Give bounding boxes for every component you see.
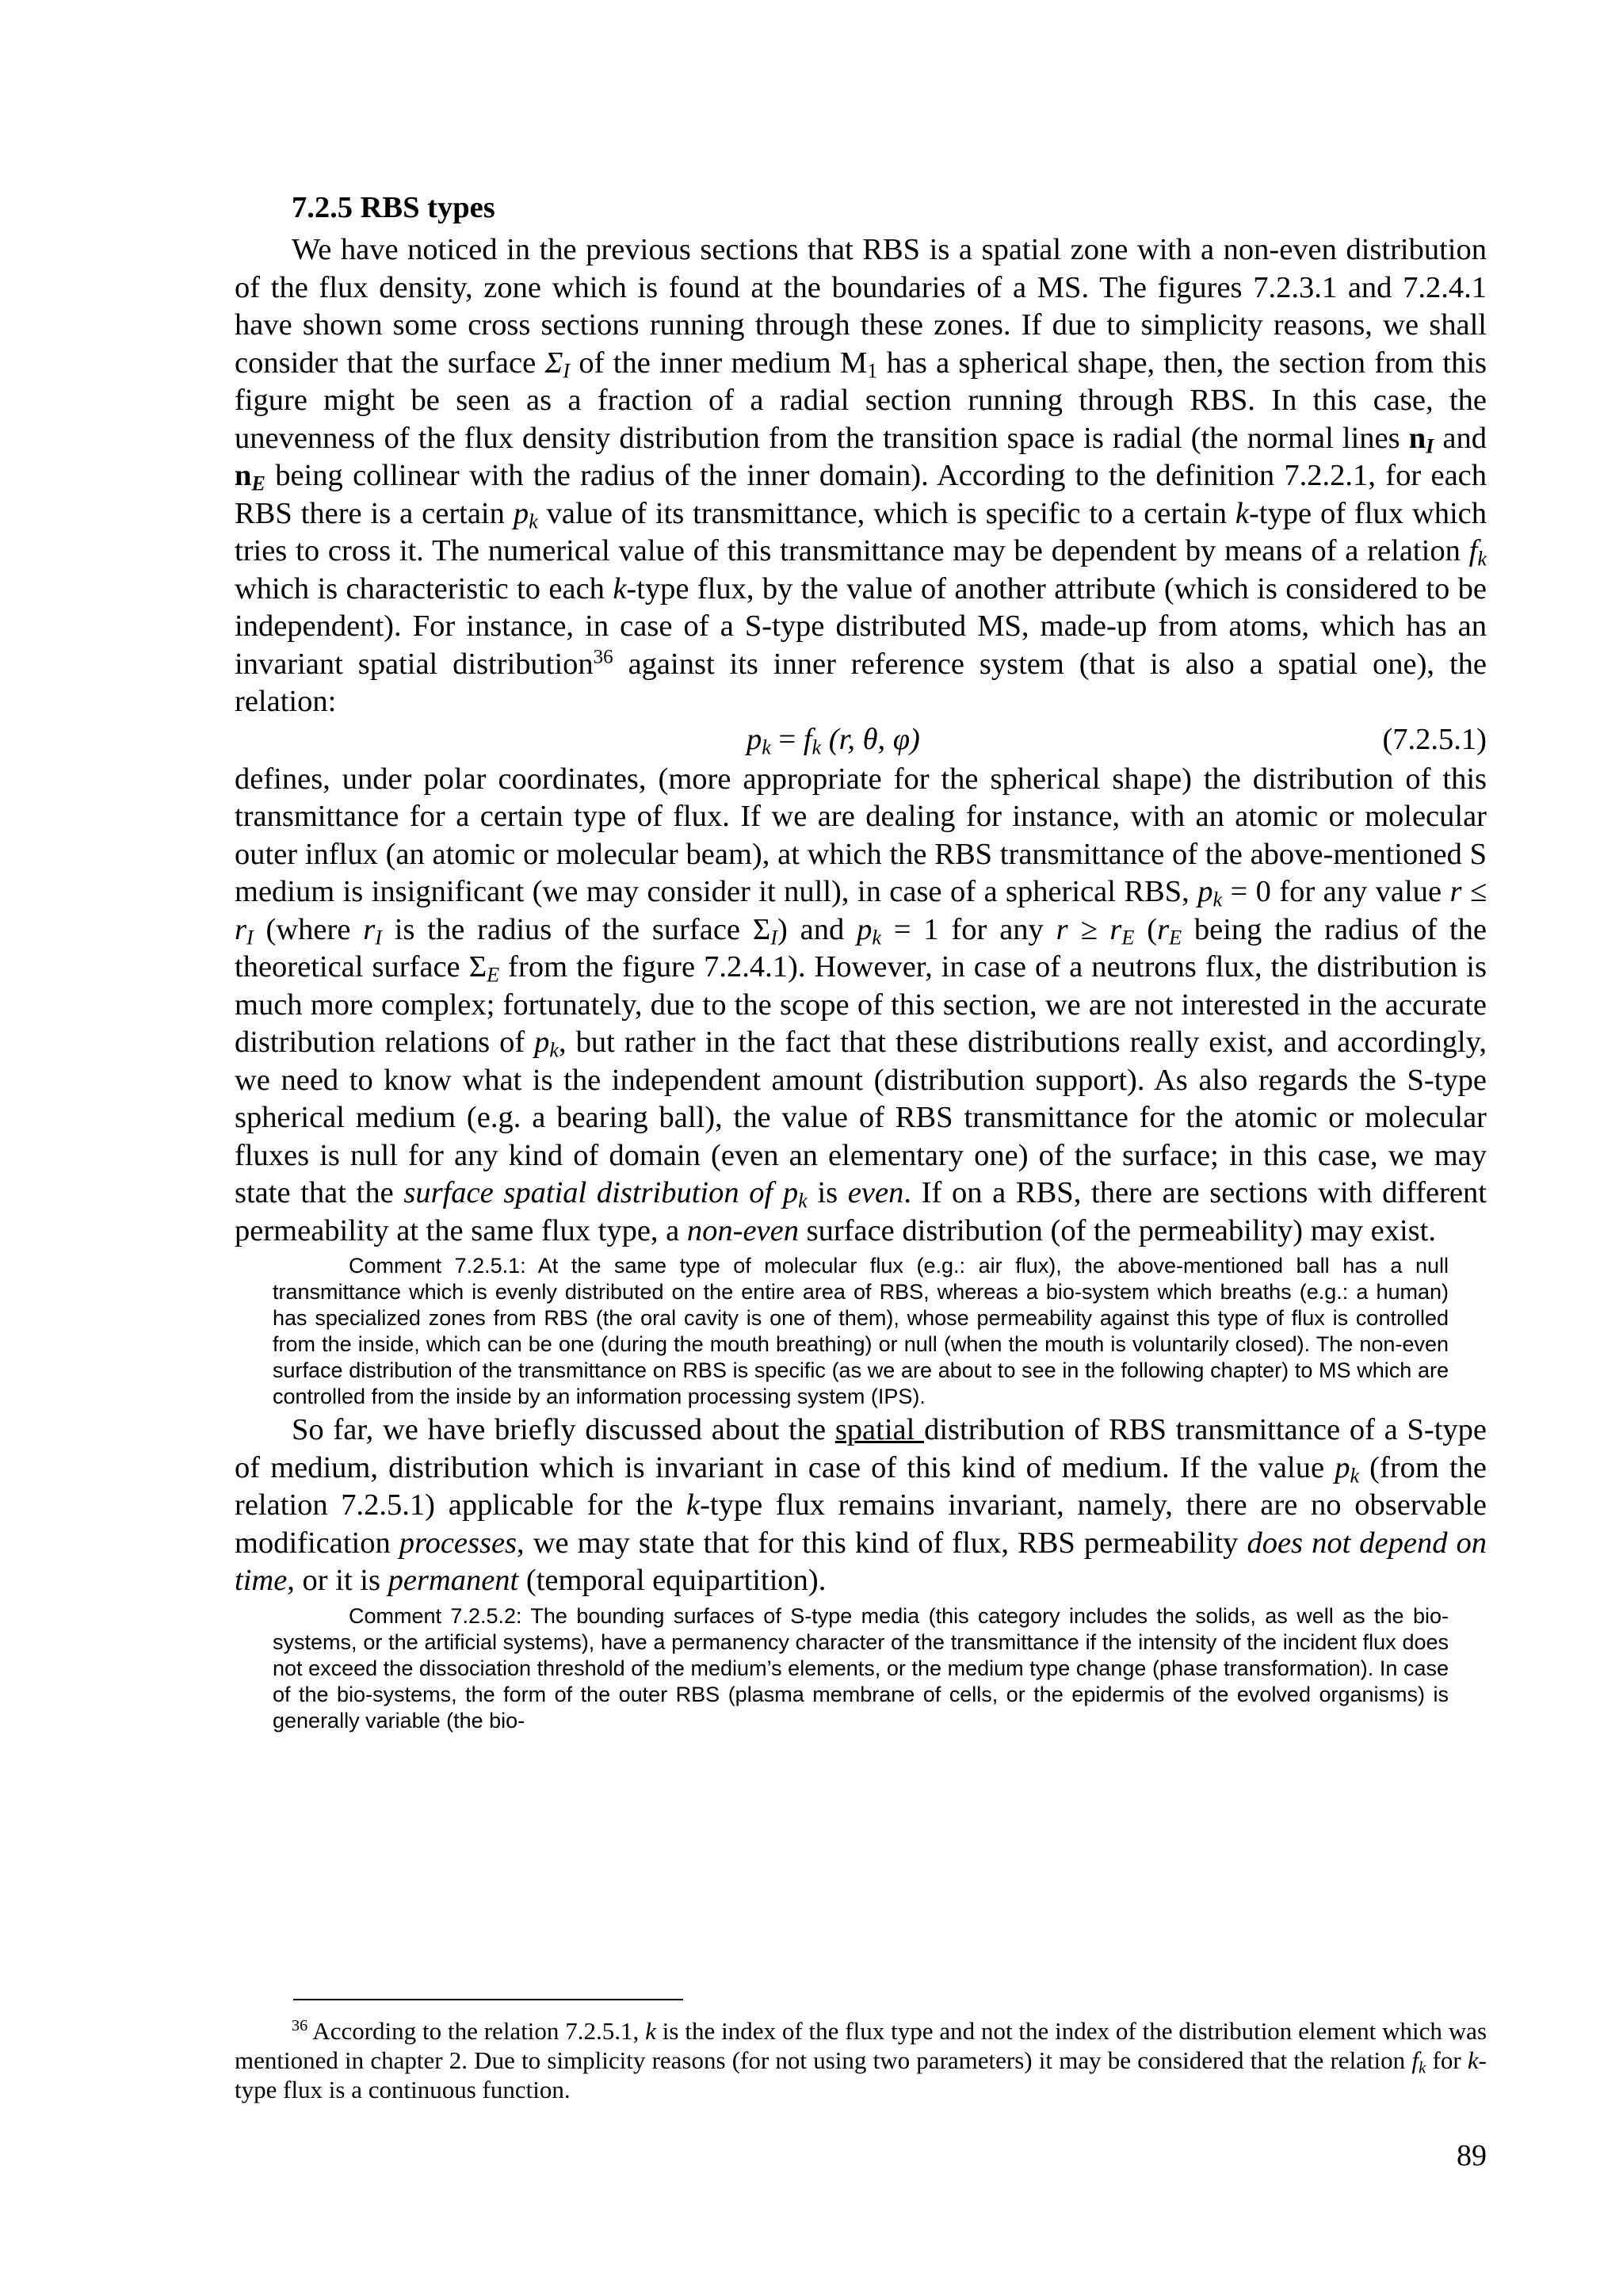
equation-7-2-5-1 [235,721,1487,761]
paragraph-1: We have noticed in the previous sections that RBS is a spatial zone with a non-even distribution of the flux density, zone which is found at the boundaries of a MS. The figures 7.2.3.1 and 7.2.4.1 have shown some cross sections running through these zones. If due to simplicity reasons, we shall consider that the surface $\Sigma_I$ of the inner medium $M_1$ has a spherical shape, then, the section from this figure might be seen as a fraction of a radial section running through RBS. In this case, the unevenness of the flux density distribution from the transition space is radial (the normal lines $n_I$ and $n_E$ being collinear with the radius of the inner domain). According to the definition 7.2.2.1, for each RBS there is a certain $p_k$ value of its transmittance, which is specific to a certain k-type of flux which tries to cross it. The numerical value of this transmittance may be dependent by means of a relation $f_k$ which is characteristic to each k-type flux, by the value of another attribute (which is considered to be independent). For instance, in case of a S-type distributed MS, made-up from atoms, which has an invariant spatial distribution$^{36}$ against its inner reference system (that is also a spatial one), the relation: [235,233,1487,718]
footnote-36: $^{36}$ According to the relation 7.2.5.1, k is the index of the flux type and not the index of the distribution element which was mentioned in chapter 2. Due to simplicity reasons (for not using two parameters) it may be considered that the relation $f_k$ for k-type flux is a continuous function. [235,2016,1487,2103]
page-number: 89 [1457,2139,1487,2172]
paragraph-3: So far, we have briefly discussed about the spatial distribution of RBS transmittance of a S-type of medium, distribution which is invariant in case of this kind of medium. If the value $p_k$ (from the relation 7.2.5.1) applicable for the k-type flux remains invariant, namely, there are no observable modification processes, we may state that for this kind of flux, RBS permeability does not depend on time, or it is permanent (temporal equipartition). [235,1413,1487,1597]
equation-number: (7.2.5.1) [1382,722,1487,756]
section-heading: 7.2.5 RBS types [292,191,495,224]
footnote-reference[interactable]: 36 [593,645,613,667]
footnote-separator [293,1999,683,2000]
page-body [235,184,1487,1736]
comment-7-2-5-1: Comment 7.2.5.1: At the same type of molecular flux (e.g.: air flux), the above-mentioned ball has a null transmittance which is evenly distributed on the entire area of RBS, whereas a bio-system which breaths (e.g.: a human) has specialized zones from RBS (the oral cavity is one of them), whose permeability against this type of flux is controlled from the inside, which can be one (during the mouth breathing) or null (when the mouth is voluntarily closed). The non-even surface distribution of the transmittance on RBS is specific (as we are about to see in the following chapter) to MS which are controlled from the inside by an information processing system (IPS). [273,1254,1449,1408]
equation-body: $p_k = f_k$ (r, θ, φ) [747,722,920,759]
paragraph-2: defines, under polar coordinates, (more appropriate for the spherical shape) the distribution of this transmittance for a certain type of flux. If we are dealing for instance, with an atomic or molecular outer influx (an atomic or molecular beam), at which the RBS transmittance of the above-mentioned S medium is insignificant (we may consider it null), in case of a spherical RBS, $p_k = 0$ for any value $r \le r_I$ (where $r_I$ is the radius of the surface $\Sigma_I$) and $p_k = 1$ for any $r \ge r_E$ ($r_E$ being the radius of the theoretical surface $\Sigma_E$ from the figure 7.2.4.1). However, in case of a neutrons flux, the distribution is much more complex; fortunately, due to the scope of this section, we are not interested in the accurate distribution relations of $p_k$, but rather in the fact that these distributions really exist, and accordingly, we need to know what is the independent amount (distribution support). As also regards the S-type spherical medium (e.g. a bearing ball), the value of RBS transmittance for the atomic or molecular fluxes is null for any kind of domain (even an elementary one) of the surface; in this case, we may state that the surface spatial distribution of $p_k$ is even. If on a RBS, there are sections with different permeability at the same flux type, a non-even surface distribution (of the permeability) may exist. [235,762,1487,1247]
footnote-mark: 36 [292,2016,308,2034]
comment-7-2-5-2: Comment 7.2.5.2: The bounding surfaces of S-type media (this category includes the solids, as well as the bio-systems, or the artificial systems), have a permanency character of the transmittance if the intensity of the incident flux does not exceed the dissociation threshold of the medium’s elements, or the medium type change (phase transformation). In case of the bio-systems, the form of the outer RBS (plasma membrane of cells, or the epidermis of the evolved organisms) is generally variable (the bio- [273,1603,1449,1733]
